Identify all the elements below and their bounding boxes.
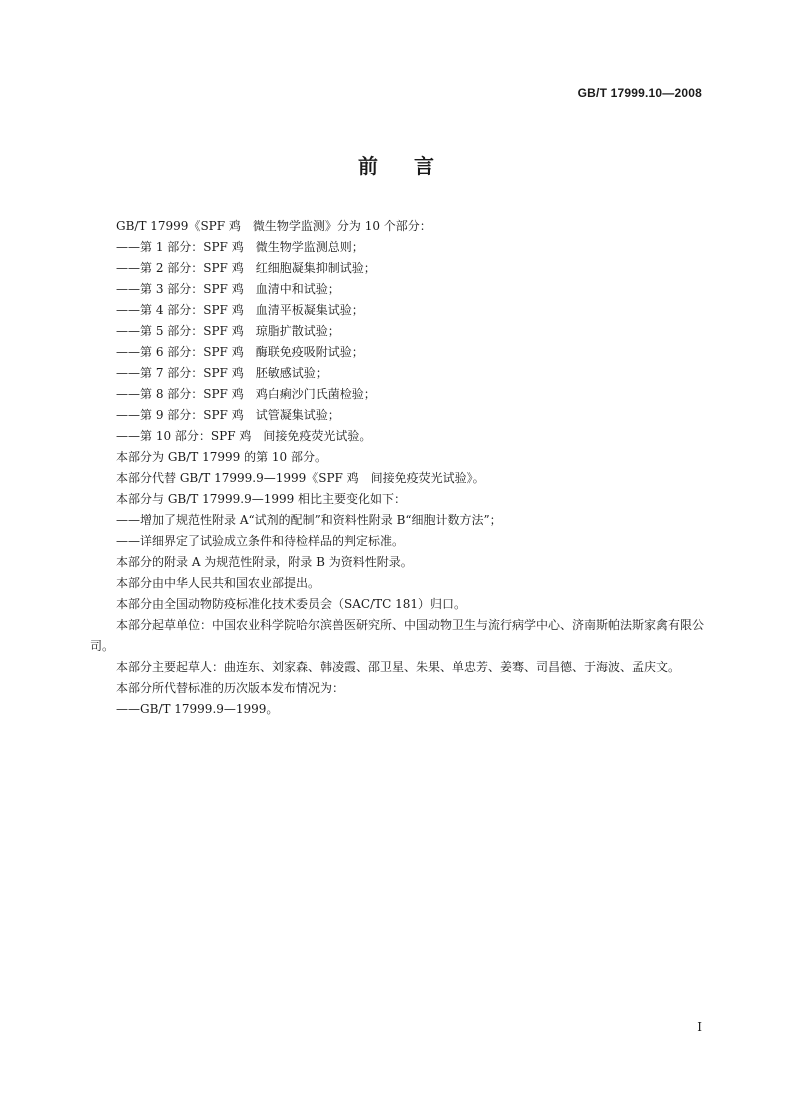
page-title: 前言 (358, 154, 470, 178)
foreword-body (90, 216, 712, 720)
paragraph: 本部分主要起草人：曲连东、刘家森、韩凌霞、邵卫星、朱果、单忠芳、姜骞、司昌德、于海波、孟庆文。 (116, 660, 681, 674)
list-item: ——第 4 部分：SPF 鸡 血清平板凝集试验； (116, 303, 364, 317)
list-item: ——GB/T 17999.9—1999。 (116, 702, 279, 716)
list-item: ——第 5 部分：SPF 鸡 琼脂扩散试验； (116, 324, 340, 338)
paragraph: 本部分与 GB/T 17999.9—1999 相比主要变化如下： (116, 492, 407, 506)
paragraph: 本部分所代替标准的历次版本发布情况为： (116, 681, 345, 695)
list-item: ——第 6 部分：SPF 鸡 酶联免疫吸附试验； (116, 345, 364, 359)
paragraph: 本部分由中华人民共和国农业部提出。 (116, 576, 321, 590)
paragraph: 本部分的附录 A 为规范性附录，附录 B 为资料性附录。 (116, 555, 413, 569)
standard-number: GB/T 17999.10—2008 (577, 86, 702, 100)
list-item: ——第 1 部分：SPF 鸡 微生物学监测总则； (116, 240, 364, 254)
list-item: ——第 8 部分：SPF 鸡 鸡白痢沙门氏菌检验； (116, 387, 376, 401)
page-number: I (697, 1020, 702, 1034)
list-item: ——第 3 部分：SPF 鸡 血清中和试验； (116, 282, 340, 296)
list-item: ——增加了规范性附录 A“试剂的配制”和资料性附录 B“细胞计数方法”； (116, 513, 502, 527)
paragraph: 本部分代替 GB/T 17999.9—1999《SPF 鸡 间接免疫荧光试验》。 (116, 471, 485, 485)
list-item: ——详细界定了试验成立条件和待检样品的判定标准。 (116, 534, 405, 548)
paragraph: 本部分为 GB/T 17999 的第 10 部分。 (116, 450, 327, 464)
paragraph: GB/T 17999《SPF 鸡 微生物学监测》分为 10 个部分： (116, 219, 432, 233)
paragraph: 本部分由全国动物防疫标准化技术委员会（SAC/TC 181）归口。 (116, 597, 467, 611)
paragraph: 本部分起草单位：中国农业科学院哈尔滨兽医研究所、中国动物卫生与流行病学中心、济南斯帕法斯家禽有限公司。 (90, 618, 705, 653)
list-item: ——第 10 部分：SPF 鸡 间接免疫荧光试验。 (116, 429, 372, 443)
list-item: ——第 2 部分：SPF 鸡 红细胞凝集抑制试验； (116, 261, 376, 275)
list-item: ——第 7 部分：SPF 鸡 胚敏感试验； (116, 366, 328, 380)
list-item: ——第 9 部分：SPF 鸡 试管凝集试验； (116, 408, 340, 422)
